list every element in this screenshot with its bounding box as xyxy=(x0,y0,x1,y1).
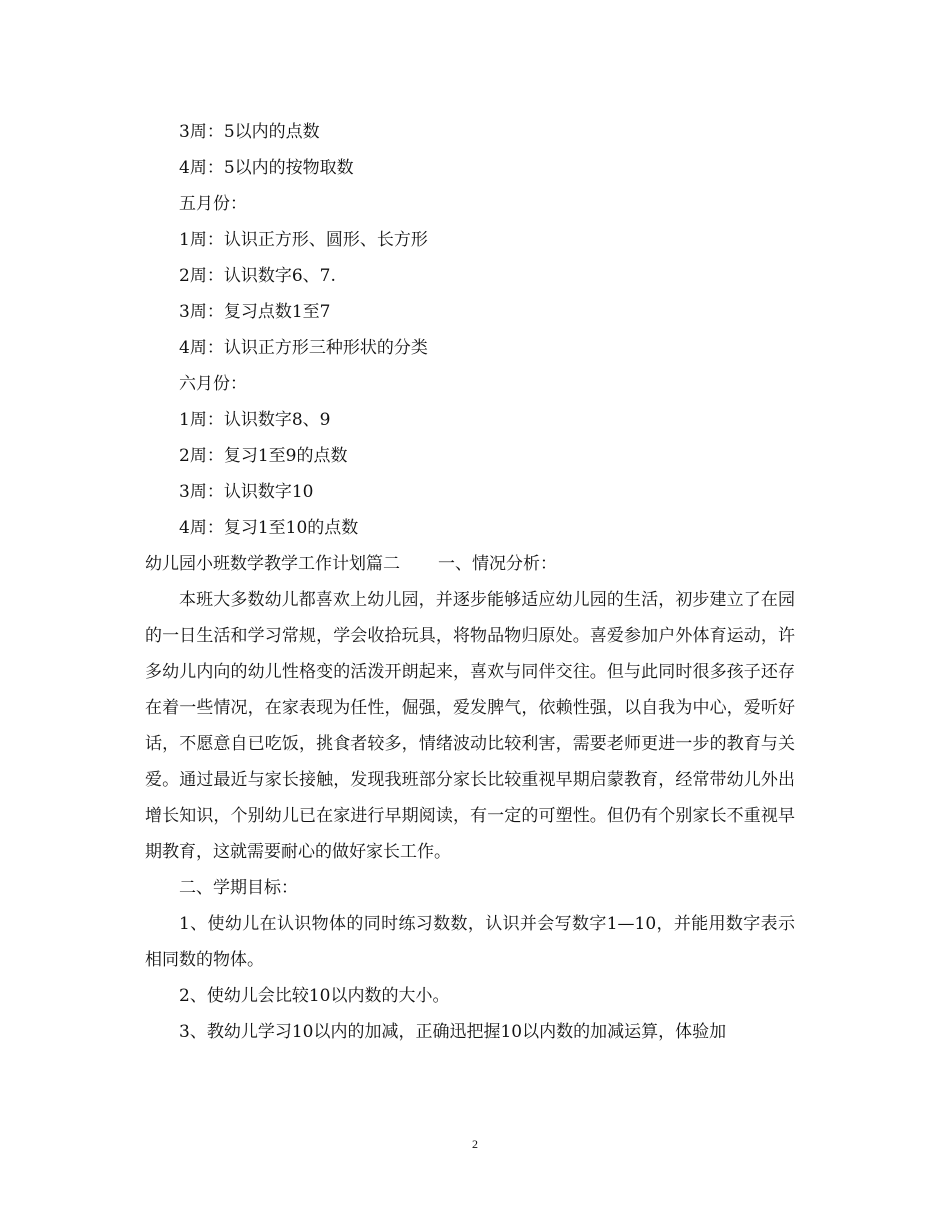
situation-analysis-heading: 一、情况分析： xyxy=(438,554,557,574)
schedule-line: 4周：复习1至10的点数 xyxy=(179,518,359,538)
schedule-line: 3周：5以内的点数 xyxy=(179,122,320,142)
page-content xyxy=(145,114,815,1050)
month-heading-june: 六月份： xyxy=(179,374,247,394)
schedule-line: 1周：认识数字8、9 xyxy=(179,410,331,430)
monthly-schedule xyxy=(145,114,815,546)
goal-item: 2、使幼儿会比较10以内数的大小。 xyxy=(179,986,450,1006)
section-title-line xyxy=(145,546,815,582)
goals-heading: 二、学期目标： xyxy=(179,878,298,898)
schedule-line: 2周：复习1至9的点数 xyxy=(179,446,348,466)
schedule-line: 4周：5以内的按物取数 xyxy=(179,158,354,178)
month-heading-may: 五月份： xyxy=(179,194,247,214)
goal-item: 3、教幼儿学习10以内的加减，正确迅把握10以内数的加减运算，体验加 xyxy=(179,1022,727,1042)
analysis-paragraph: 本班大多数幼儿都喜欢上幼儿园，并逐步能够适应幼儿园的生活，初步建立了在园的一日生活和学习常规，学会收拾玩具，将物品物归原处。喜爱参加户外体育运动，许多幼儿内向的幼儿性格变的活泼开朗起来，喜欢与同伴交往。但与此同时很多孩子还存在着一些情况，在家表现为任性，倔强，爱发脾气，依赖性强，以自我为中心，爱听好话，不愿意自已吃饭，挑食者较多，情绪波动比较利害，需要老师更进一步的教育与关爱。通过最近与家长接触，发现我班部分家长比较重视早期启蒙教育，经常带幼儿外出增长知识，个别幼儿已在家进行早期阅读，有一定的可塑性。但仍有个别家长不重视早期教育，这就需要耐心的做好家长工作。 xyxy=(145,590,795,862)
schedule-line: 4周：认识正方形三种形状的分类 xyxy=(179,338,428,358)
page-number: 2 xyxy=(472,1137,478,1151)
schedule-line: 3周：认识数字10 xyxy=(179,482,314,502)
section-title: 幼儿园小班数学教学工作计划篇二 xyxy=(145,554,400,574)
goal-item: 1、使幼儿在认识物体的同时练习数数，认识并会写数字1—10，并能用数字表示相同数的物体。 xyxy=(145,914,795,970)
schedule-line: 2周：认识数字6、7. xyxy=(179,266,336,286)
schedule-line: 3周：复习点数1至7 xyxy=(179,302,331,322)
schedule-line: 1周：认识正方形、圆形、长方形 xyxy=(179,230,428,250)
